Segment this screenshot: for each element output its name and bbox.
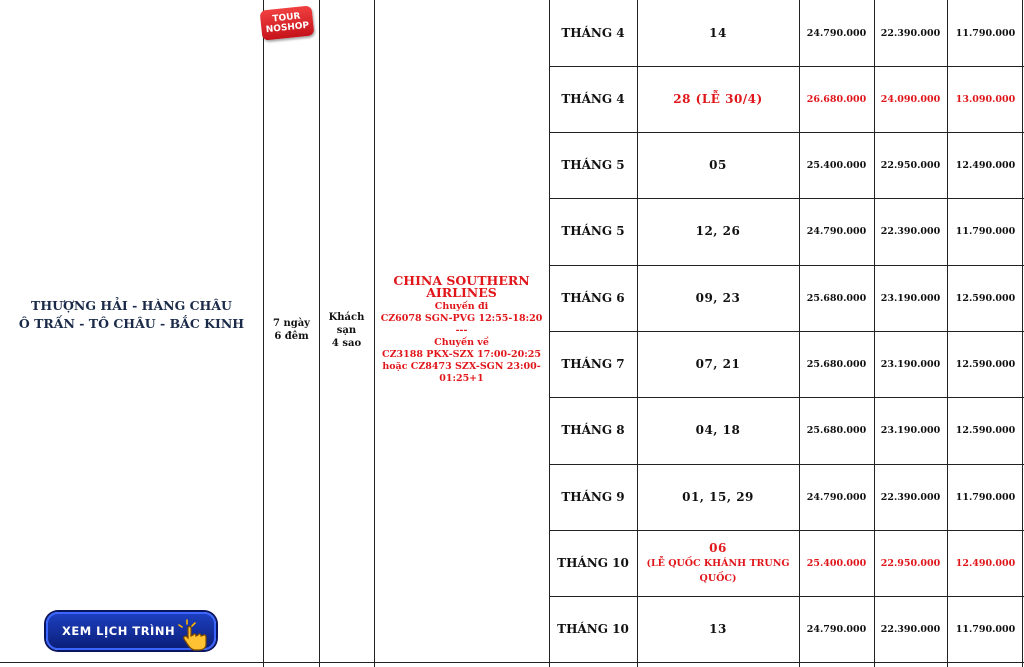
departure-dates [637, 464, 799, 530]
price-adult: 24.790.000 [806, 225, 867, 237]
return-flight-2: hoặc CZ8473 SZX-SGN 23:00-01:25+1 [382, 361, 541, 384]
price-infant: 12.490.000 [955, 159, 1016, 171]
tour-duration [264, 300, 319, 360]
duration-nights: 6 đêm [274, 331, 309, 342]
dates-text: 04, 18 [695, 422, 741, 437]
price-child: 23.190.000 [880, 424, 941, 436]
dates-text: 06 [709, 540, 727, 555]
price-infant: 13.090.000 [955, 93, 1016, 105]
view-itinerary-label: XEM LỊCH TRÌNH [62, 624, 176, 638]
price-adult: 25.400.000 [806, 159, 867, 171]
airline-name: CHINA SOUTHERN AIRLINES [393, 273, 530, 300]
departure-month: THÁNG 5 [561, 158, 625, 172]
departure-month: THÁNG 10 [557, 622, 629, 636]
departure-dates [637, 265, 799, 331]
price-infant: 12.590.000 [955, 292, 1016, 304]
departure-dates [637, 198, 799, 264]
route-line-1: THƯỢNG HẢI - HÀNG CHÂU [31, 298, 232, 313]
airline-info [374, 273, 549, 384]
route-line-2: Ô TRẤN - TÔ CHÂU - BẮC KINH [18, 316, 245, 331]
price-adult: 25.400.000 [806, 557, 867, 569]
price-infant: 11.790.000 [955, 225, 1016, 237]
departure-dates [637, 530, 799, 596]
row-divider [549, 662, 1024, 663]
price-infant: 11.790.000 [955, 491, 1016, 503]
price-adult: 24.790.000 [806, 27, 867, 39]
price-infant: 12.590.000 [955, 424, 1016, 436]
price-child: 22.390.000 [880, 623, 941, 635]
price-child: 22.390.000 [880, 27, 941, 39]
tour-noshop-badge [257, 4, 315, 42]
dates-text: 05 [709, 157, 727, 172]
return-flight-1: CZ3188 PKX-SZX 17:00-20:25 [382, 349, 541, 360]
departure-dates [637, 331, 799, 397]
price-child: 22.390.000 [880, 491, 941, 503]
price-adult: 25.680.000 [806, 292, 867, 304]
price-child: 24.090.000 [880, 93, 941, 105]
dates-text: 07, 21 [695, 356, 741, 371]
departure-dates [637, 397, 799, 463]
departure-dates [637, 596, 799, 662]
dates-text: 28 (LỄ 30/4) [673, 91, 763, 106]
price-child: 23.190.000 [880, 358, 941, 370]
price-child: 22.390.000 [880, 225, 941, 237]
flight-separator: --- [455, 325, 468, 336]
dates-text: 01, 15, 29 [682, 489, 754, 504]
price-infant: 12.590.000 [955, 358, 1016, 370]
price-child: 22.950.000 [880, 159, 941, 171]
departure-dates [637, 132, 799, 198]
duration-days: 7 ngày [273, 318, 310, 329]
pointing-hand-icon [178, 618, 212, 652]
badge-line-2: NOSHOP [265, 20, 310, 36]
price-child: 22.950.000 [880, 557, 941, 569]
departure-month: THÁNG 9 [561, 490, 625, 504]
view-itinerary-button[interactable] [46, 612, 216, 650]
price-adult: 26.680.000 [806, 93, 867, 105]
departure-month: THÁNG 10 [557, 556, 629, 570]
departure-month: THÁNG 6 [561, 291, 625, 305]
price-infant: 11.790.000 [955, 623, 1016, 635]
dates-text: 14 [709, 25, 727, 40]
tour-route [0, 290, 263, 340]
price-adult: 24.790.000 [806, 491, 867, 503]
return-label: Chuyến về [434, 337, 489, 348]
departure-dates [637, 0, 799, 66]
hotel-line-1: Khách sạn [328, 311, 365, 336]
badge-line-1: TOUR [272, 11, 301, 25]
outbound-flight: CZ6078 SGN-PVG 12:55-18:20 [380, 313, 543, 324]
departure-month: THÁNG 4 [561, 26, 625, 40]
price-child: 23.190.000 [880, 292, 941, 304]
departure-month: THÁNG 7 [561, 357, 625, 371]
row-divider [0, 662, 549, 663]
dates-text: 13 [709, 621, 727, 636]
hotel-line-2: 4 sao [331, 337, 362, 349]
price-adult: 25.680.000 [806, 358, 867, 370]
departure-month: THÁNG 8 [561, 423, 625, 437]
price-adult: 25.680.000 [806, 424, 867, 436]
dates-text: 12, 26 [695, 223, 741, 238]
price-adult: 24.790.000 [806, 623, 867, 635]
price-infant: 12.490.000 [955, 557, 1016, 569]
price-infant: 11.790.000 [955, 27, 1016, 39]
dates-text: 09, 23 [695, 290, 741, 305]
hotel-rating [319, 300, 374, 360]
dates-note: (LỄ QUỐC KHÁNH TRUNG QUỐC) [646, 557, 790, 584]
outbound-label: Chuyến đi [434, 301, 489, 312]
departure-month: THÁNG 4 [561, 92, 625, 106]
departure-dates [637, 66, 799, 132]
departure-month: THÁNG 5 [561, 224, 625, 238]
